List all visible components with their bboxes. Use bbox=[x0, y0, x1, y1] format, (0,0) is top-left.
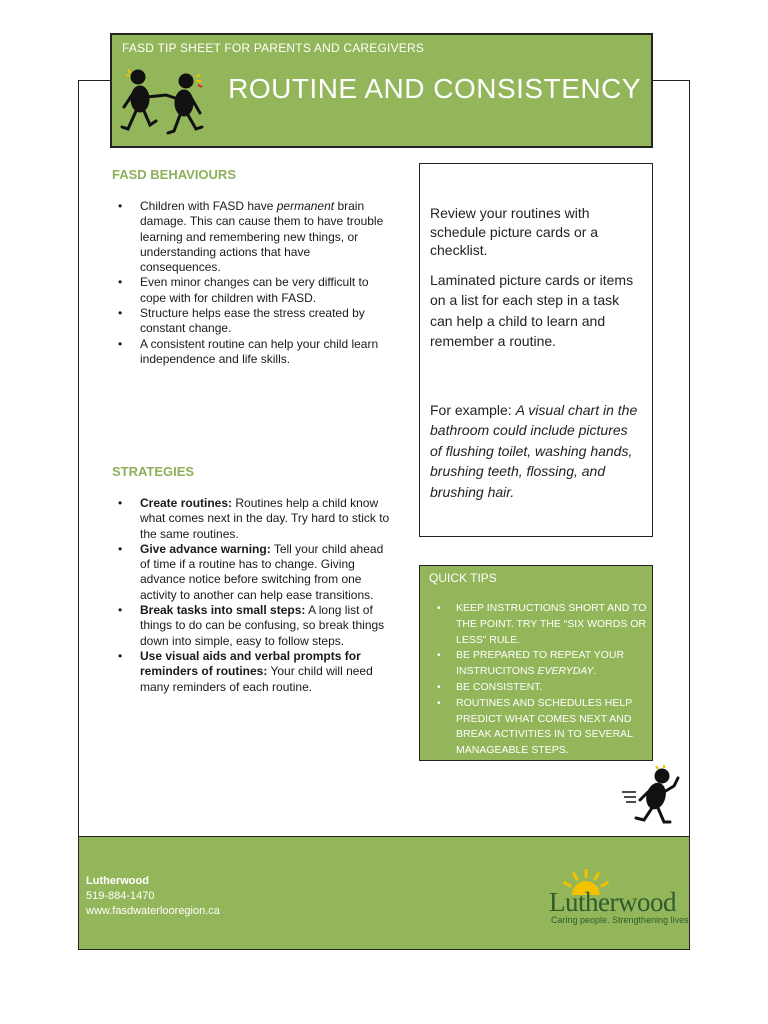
review-example: For example: A visual chart in the bathroom could include pictures of flushing toilet, washing hands, brushing teeth, flossing, and brushing hair. bbox=[430, 401, 638, 500]
list-item: • KEEP INSTRUCTIONS SHORT AND TO THE POINT. TRY THE “SIX WORDS OR LESS” RULE. bbox=[456, 601, 666, 648]
running-kid-icon bbox=[620, 764, 684, 828]
two-kids-holding-hands-icon bbox=[120, 63, 210, 138]
list-item: • Children with FASD have permanent brain damage. This can cause them to have trouble learning and remembering new things, or understanding actions that have consequences. bbox=[140, 199, 390, 275]
header-eyebrow: FASD TIP SHEET FOR PARENTS AND CAREGIVERS bbox=[122, 41, 425, 55]
list-item: • Break tasks into small steps: A long list of things to do can be confusing, so break things down into simple, easy to follow steps. bbox=[140, 603, 390, 649]
list-item: • ROUTINES AND SCHEDULES HELP PREDICT WHAT COMES NEXT AND BREAK ACTIVITIES IN TO SEVERAL MANAGEABLE STEPS. bbox=[456, 696, 666, 759]
quick-tips-title: QUICK TIPS bbox=[429, 571, 497, 585]
behaviours-list bbox=[112, 199, 390, 367]
list-item: • Give advance warning: Tell your child ahead of time if a routine has to change. Giving advance notice before switching from one activity to another can help ease transitions. bbox=[140, 542, 390, 603]
strategies-list bbox=[112, 496, 390, 695]
logo-name: Lutherwood bbox=[549, 887, 676, 917]
list-item: • A consistent routine can help your child learn independence and life skills. bbox=[140, 337, 390, 368]
list-item: • Create routines: Routines help a child know what comes next in the day. Try hard to stick to the same routines. bbox=[140, 496, 390, 542]
review-paragraph-2: Laminated picture cards or items on a list for each step in a task can help a child to learn and remember a routine. bbox=[430, 271, 634, 349]
logo-tagline: Caring people. Strengthening lives bbox=[551, 915, 689, 925]
quick-tips-list bbox=[430, 601, 666, 759]
review-box bbox=[419, 163, 653, 537]
quick-tips-box bbox=[419, 565, 653, 761]
list-item: • Even minor changes can be very difficult to cope with for children with FASD. bbox=[140, 275, 390, 306]
footer-band bbox=[78, 836, 690, 950]
strategies-heading: STRATEGIES bbox=[112, 464, 195, 479]
list-item: • Structure helps ease the stress created by constant change. bbox=[140, 306, 390, 337]
list-item: • BE PREPARED TO REPEAT YOUR INSTRUCITONS EVERYDAY. bbox=[456, 648, 666, 680]
behaviours-heading: FASD BEHAVIOURS bbox=[112, 167, 236, 182]
page-title: ROUTINE AND CONSISTENCY bbox=[228, 73, 641, 104]
footer-phone: 519-884-1470 bbox=[86, 890, 155, 902]
footer-org-name: Lutherwood bbox=[86, 875, 149, 887]
list-item: • Use visual aids and verbal prompts for reminders of routines: Your child will need many reminders of each routine. bbox=[140, 649, 390, 695]
review-paragraph-1: Review your routines with schedule picture cards or a checklist. bbox=[430, 205, 599, 258]
header-band bbox=[110, 33, 653, 148]
lutherwood-logo bbox=[547, 867, 687, 929]
list-item: • BE CONSISTENT. bbox=[456, 680, 666, 696]
footer-website-link[interactable]: www.fasdwaterlooregion.ca bbox=[86, 905, 220, 917]
